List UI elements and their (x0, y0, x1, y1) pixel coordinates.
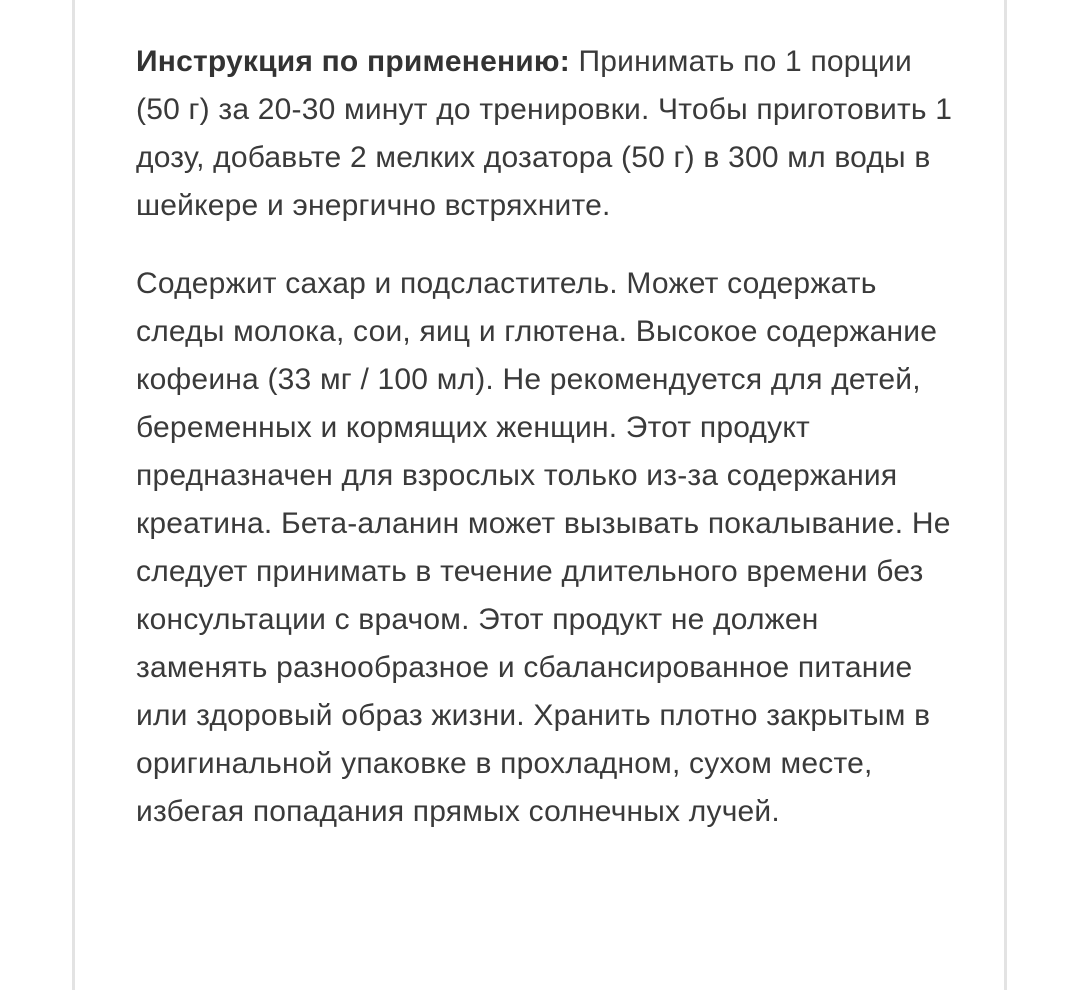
content-border-left (72, 0, 75, 990)
content-border-right (1004, 0, 1007, 990)
usage-instructions-paragraph (136, 38, 956, 230)
usage-instructions-text: Принимать по 1 порции (50 г) за 20-30 минут до тренировки. Чтобы приготовить 1 дозу, добавьте 2 мелких дозатора (50 г) в 300 мл воды в шейкере и энергично встряхните. (136, 45, 953, 222)
usage-instructions-heading: Инструкция по применению: (136, 45, 570, 78)
product-description (136, 38, 956, 836)
warning-paragraph: Содержит сахар и подсластитель. Может содержать следы молока, сои, яиц и глютена. Высокое содержание кофеина (33 мг / 100 мл). Не рекомендуется для детей, беременных и кормящих женщин. Этот продукт предназначен для взрослых только из-за содержания креатина. Бета-аланин может вызывать покалывание. Не следует принимать в течение длительного времени без консультации с врачом. Этот продукт не должен заменять разнообразное и сбалансированное питание или здоровый образ жизни. Хранить плотно закрытым в оригинальной упаковке в прохладном, сухом месте, избегая попадания прямых солнечных лучей. (136, 267, 951, 828)
